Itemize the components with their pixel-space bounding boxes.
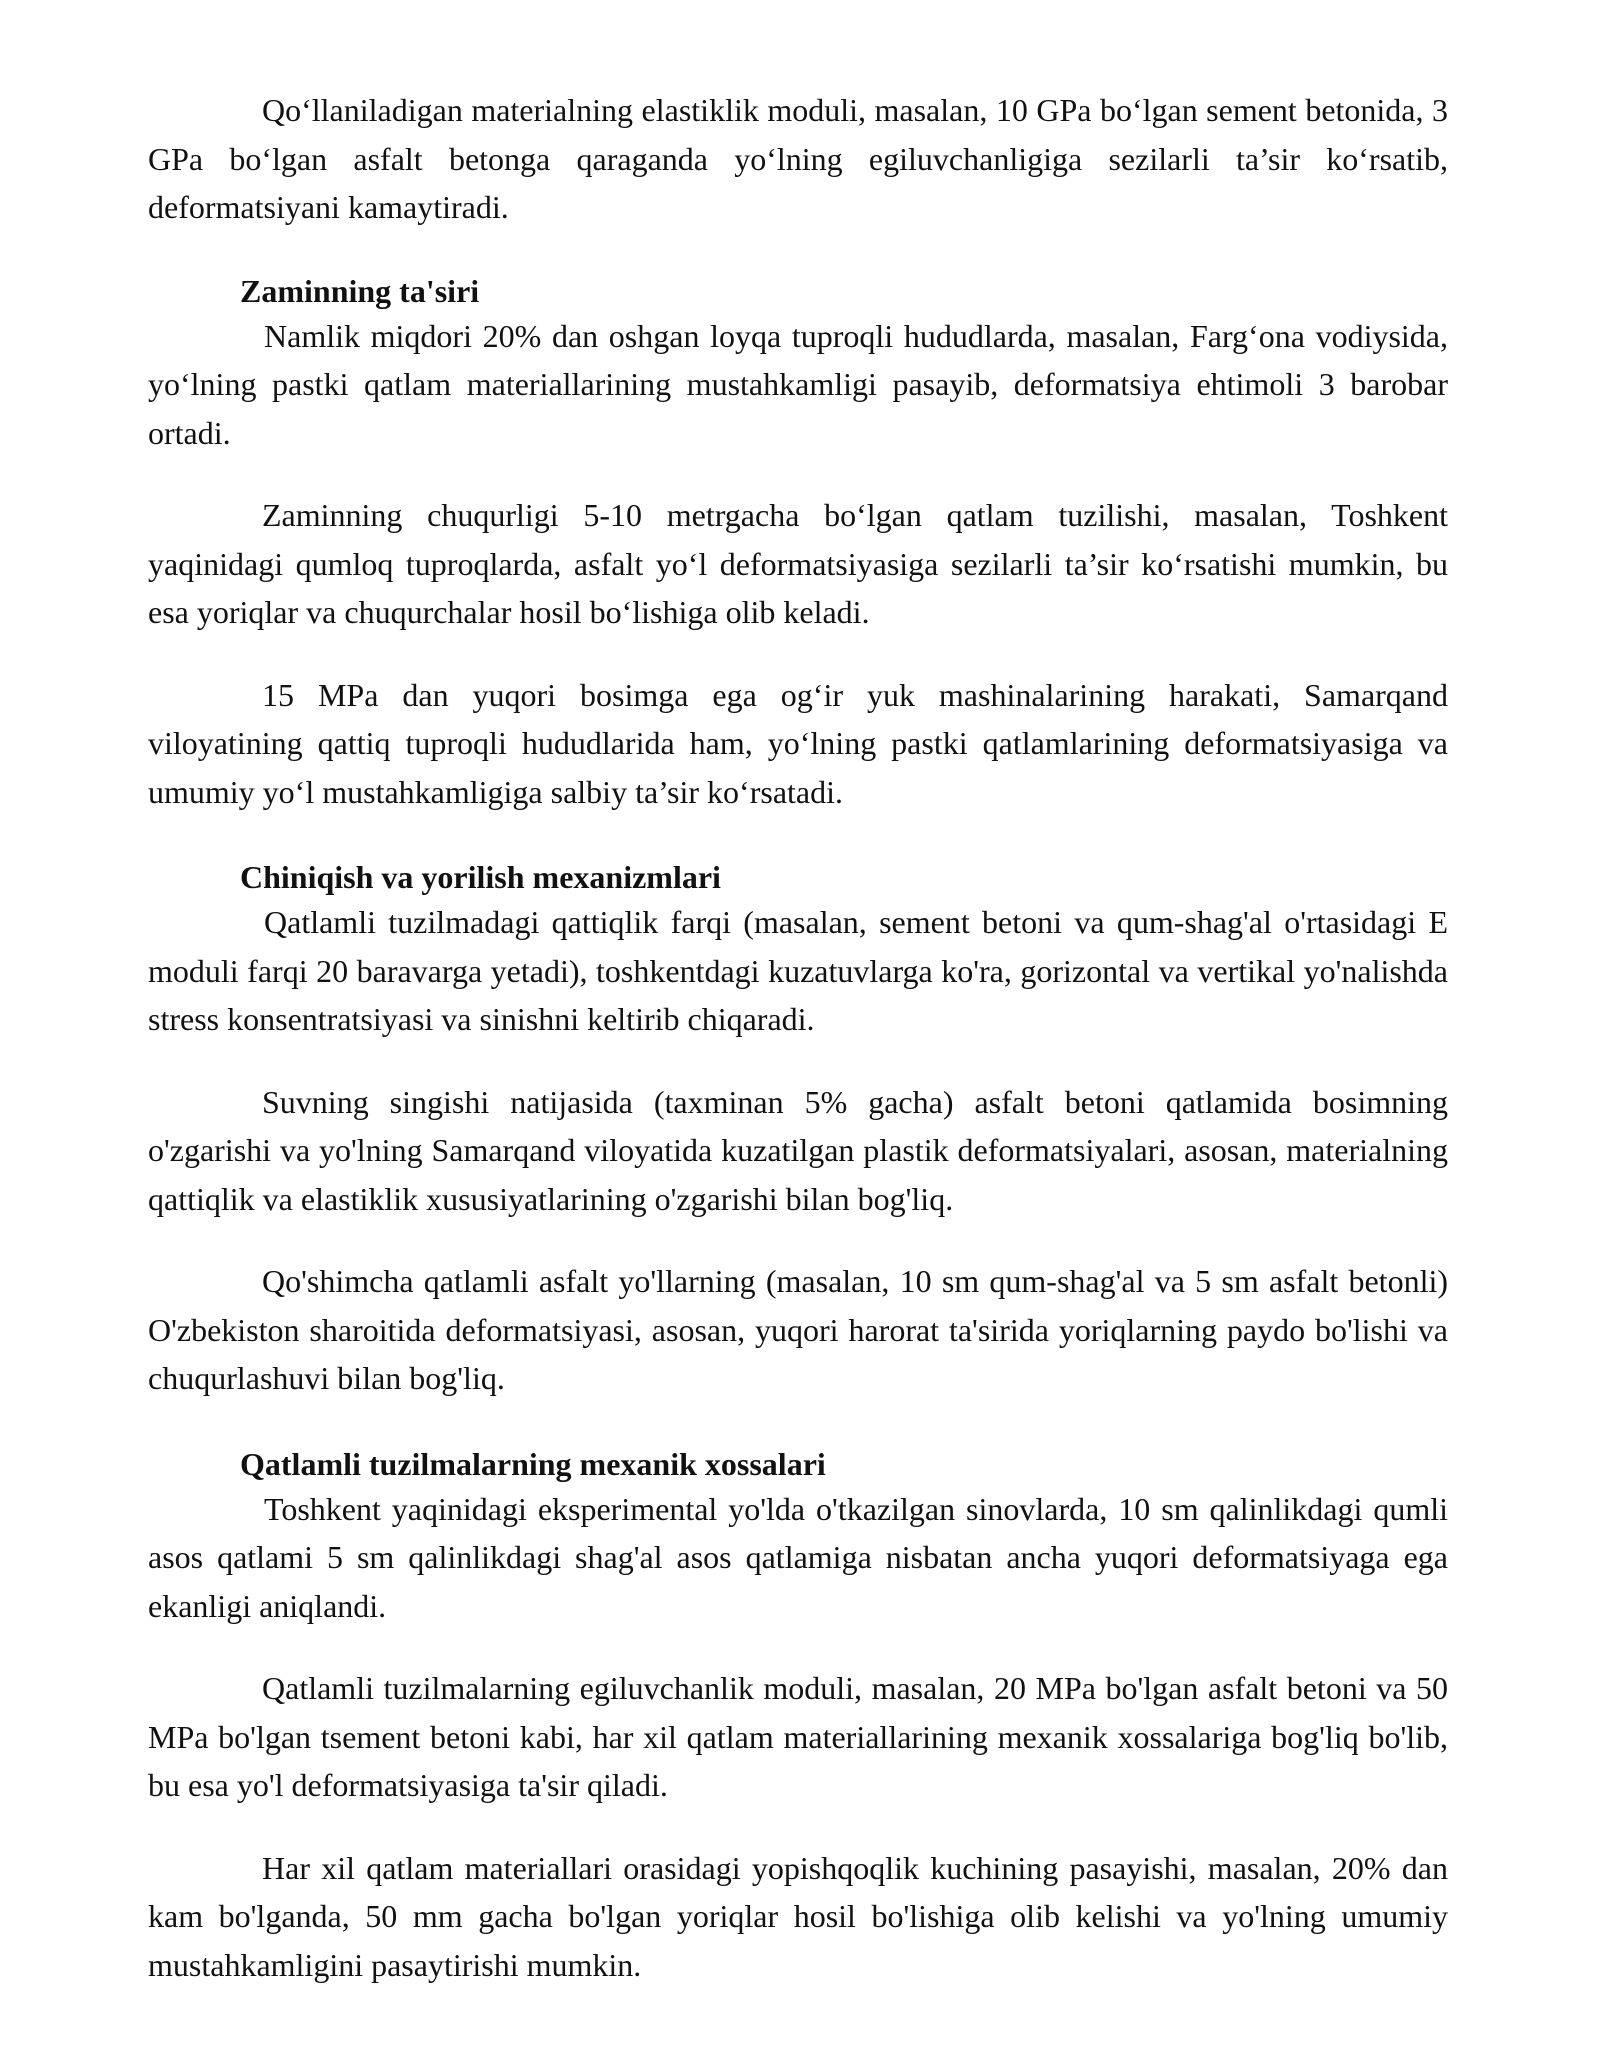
paragraph-experimental-road: Toshkent yaqinidagi eksperimental yo'lda o'tkazilgan sinovlarda, 10 sm qalinlikdagi qumli asos qatlami 5 sm qalinlikdagi shag'al asos qatlamiga nisbatan ancha yuqori deformatsiyaga ega ekanligi aniqlandi. [148, 1490, 1448, 1624]
paragraph-elasticity-modulus: Qo‘llaniladigan materialning elastiklik moduli, masalan, 10 GPa bo‘lgan sement betonida, 3 GPa bo‘lgan asfalt betonga qaraganda yo‘lning egiluvchanligiga sezilarli ta’sir ko‘rsatib, deformatsiyani kamaytiradi. [148, 92, 1448, 225]
paragraph-subgrade-depth: Zaminning chuqurligi 5-10 metrgacha bo‘lgan qatlam tuzilishi, masalan, Toshkent yaqinidagi qumloq tuproqlarda, asfalt yo‘l deformatsiyasiga sezilarli ta’sir ko‘rsatishi mumkin, bu esa yoriqlar va chuqurchalar hosil bo‘lishiga olib keladi. [148, 497, 1448, 630]
paragraph-heavy-trucks: 15 MPa dan yuqori bosimga ega og‘ir yuk mashinalarining harakati, Samarqand viloyatining qattiq tuproqli hududlarida ham, yo‘lning pastki qatlamlarining deformatsiyasiga va umumiy yo‘l mustahkamligiga salbiy ta’sir ko‘rsatadi. [148, 676, 1448, 810]
heading-cracking-mechanisms: Chiniqish va yorilish mexanizmlari [240, 859, 721, 895]
document-page [148, 86, 1448, 2023]
paragraph-moisture-fergana: Namlik miqdori 20% dan oshgan loyqa tuproqli hududlarda, masalan, Farg‘ona vodiysida, yo‘lning pastki qatlam materiallarining mustahkamligi pasayib, deformatsiya ehtimoli 3 barobar ortadi. [148, 317, 1448, 451]
paragraph-water-absorption: Suvning singishi natijasida (taxminan 5% gacha) asfalt betoni qatlamida bosimning o'zgarishi va yo'lning Samarqand viloyatida kuzatilgan plastik deformatsiyalari, asosan, materialning qattiqlik va elastiklik xususiyatlarining o'zgarishi bilan bog'liq. [148, 1083, 1448, 1217]
heading-mechanical-properties: Qatlamli tuzilmalarning mexanik xossalari [240, 1445, 826, 1482]
paragraph-adhesion-loss: Har xil qatlam materiallari orasidagi yopishqoqlik kuchining pasayishi, masalan, 20% dan kam bo'lganda, 50 mm gacha bo'lgan yoriqlar hosil bo'lishiga olib kelishi va yo'lning umumiy mustahkamligini pasaytirishi mumkin. [148, 1849, 1448, 1983]
paragraph-flexibility-modulus: Qatlamli tuzilmalarning egiluvchanlik moduli, masalan, 20 MPa bo'lgan asfalt betoni va 50 MPa bo'lgan tsement betoni kabi, har xil qatlam materiallarining mexanik xossalariga bog'liq bo'lib, bu esa yo'l deformatsiyasiga ta'sir qiladi. [148, 1670, 1448, 1803]
paragraph-stiffness-difference: Qatlamli tuzilmadagi qattiqlik farqi (masalan, sement betoni va qum-shag'al o'rtasidagi E moduli farqi 20 baravarga yetadi), toshkentdagi kuzatuvlarga ko'ra, gorizontal va vertikal yo'nalishda stress konsentratsiyasi va sinishni keltirib chiqaradi. [148, 904, 1448, 1037]
heading-subgrade-effect: Zaminning ta'siri [240, 272, 480, 309]
paragraph-additional-layers: Qo'shimcha qatlamli asfalt yo'llarning (masalan, 10 sm qum-shag'al va 5 sm asfalt betonli) O'zbekiston sharoitida deformatsiyasi, asosan, yuqori harorat ta'sirida yoriqlarning paydo bo'lishi va chuqurlashuvi bilan bog'liq. [148, 1263, 1448, 1396]
